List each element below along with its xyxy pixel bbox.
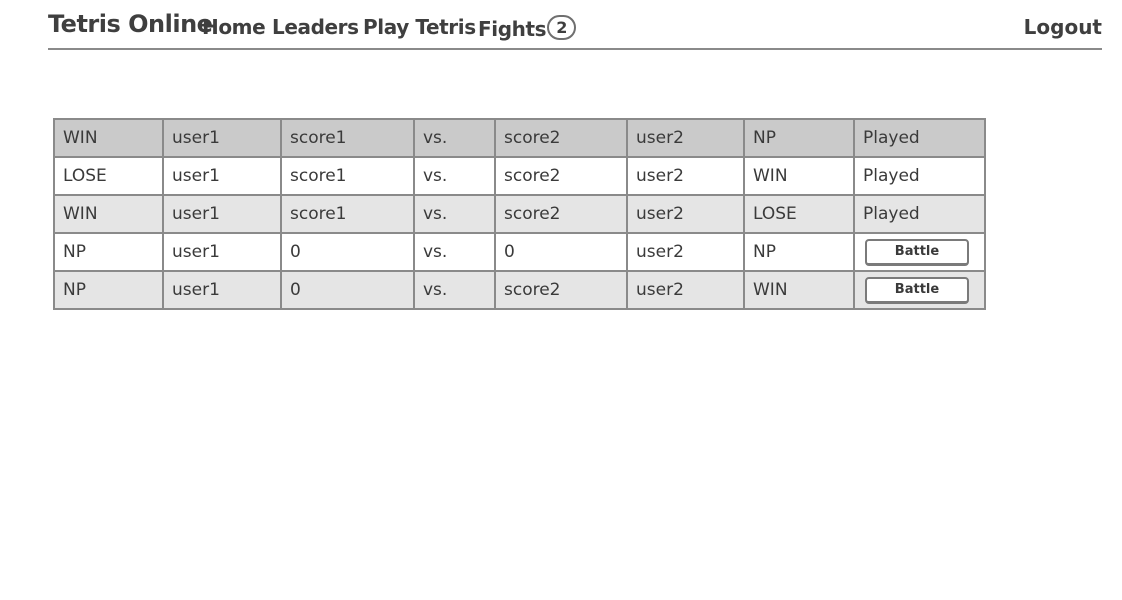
- user1-cell: user1: [163, 157, 281, 195]
- score1-cell: 0: [281, 233, 414, 271]
- result1-cell: WIN: [54, 195, 163, 233]
- result2-cell: WIN: [744, 157, 854, 195]
- score2-cell: score2: [495, 271, 627, 309]
- nav-leaders-link[interactable]: Leaders: [272, 15, 359, 39]
- user2-cell: user2: [627, 195, 744, 233]
- result2-cell: WIN: [744, 271, 854, 309]
- score1-cell: score1: [281, 195, 414, 233]
- user2-cell: user2: [627, 271, 744, 309]
- brand-logo[interactable]: Tetris Online: [48, 10, 213, 38]
- action-cell: [854, 271, 985, 309]
- vs-cell: vs.: [414, 157, 495, 195]
- result1-cell: LOSE: [54, 157, 163, 195]
- vs-cell: vs.: [414, 233, 495, 271]
- user1-cell: user1: [163, 119, 281, 157]
- nav-home-link[interactable]: Home: [202, 15, 266, 39]
- battle-button[interactable]: Battle: [865, 277, 969, 304]
- score2-cell: score2: [495, 195, 627, 233]
- table-row: [54, 233, 985, 271]
- score1-cell: score1: [281, 119, 414, 157]
- result1-cell: WIN: [54, 119, 163, 157]
- user1-cell: user1: [163, 195, 281, 233]
- score1-cell: score1: [281, 157, 414, 195]
- table-row: [54, 195, 985, 233]
- score2-cell: score2: [495, 119, 627, 157]
- score2-cell: 0: [495, 233, 627, 271]
- result2-cell: NP: [744, 233, 854, 271]
- top-navbar: [48, 8, 1102, 50]
- user2-cell: user2: [627, 233, 744, 271]
- nav-fights-label: Fights: [478, 17, 547, 41]
- user2-cell: user2: [627, 119, 744, 157]
- vs-cell: vs.: [414, 271, 495, 309]
- nav-fights-link[interactable]: [478, 15, 576, 41]
- nav-play-tetris-link[interactable]: Play Tetris: [363, 15, 476, 39]
- status-cell: Played: [854, 157, 985, 195]
- user1-cell: user1: [163, 233, 281, 271]
- result2-cell: NP: [744, 119, 854, 157]
- score1-cell: 0: [281, 271, 414, 309]
- fights-count-badge: 2: [547, 15, 576, 40]
- fights-table: [53, 118, 986, 310]
- score2-cell: score2: [495, 157, 627, 195]
- result1-cell: NP: [54, 233, 163, 271]
- status-cell: Played: [854, 119, 985, 157]
- result2-cell: LOSE: [744, 195, 854, 233]
- table-row: [54, 271, 985, 309]
- vs-cell: vs.: [414, 119, 495, 157]
- user2-cell: user2: [627, 157, 744, 195]
- status-cell: Played: [854, 195, 985, 233]
- battle-button[interactable]: Battle: [865, 239, 969, 266]
- vs-cell: vs.: [414, 195, 495, 233]
- logout-link[interactable]: Logout: [1023, 15, 1102, 39]
- table-row: [54, 157, 985, 195]
- table-row: [54, 119, 985, 157]
- action-cell: [854, 233, 985, 271]
- user1-cell: user1: [163, 271, 281, 309]
- result1-cell: NP: [54, 271, 163, 309]
